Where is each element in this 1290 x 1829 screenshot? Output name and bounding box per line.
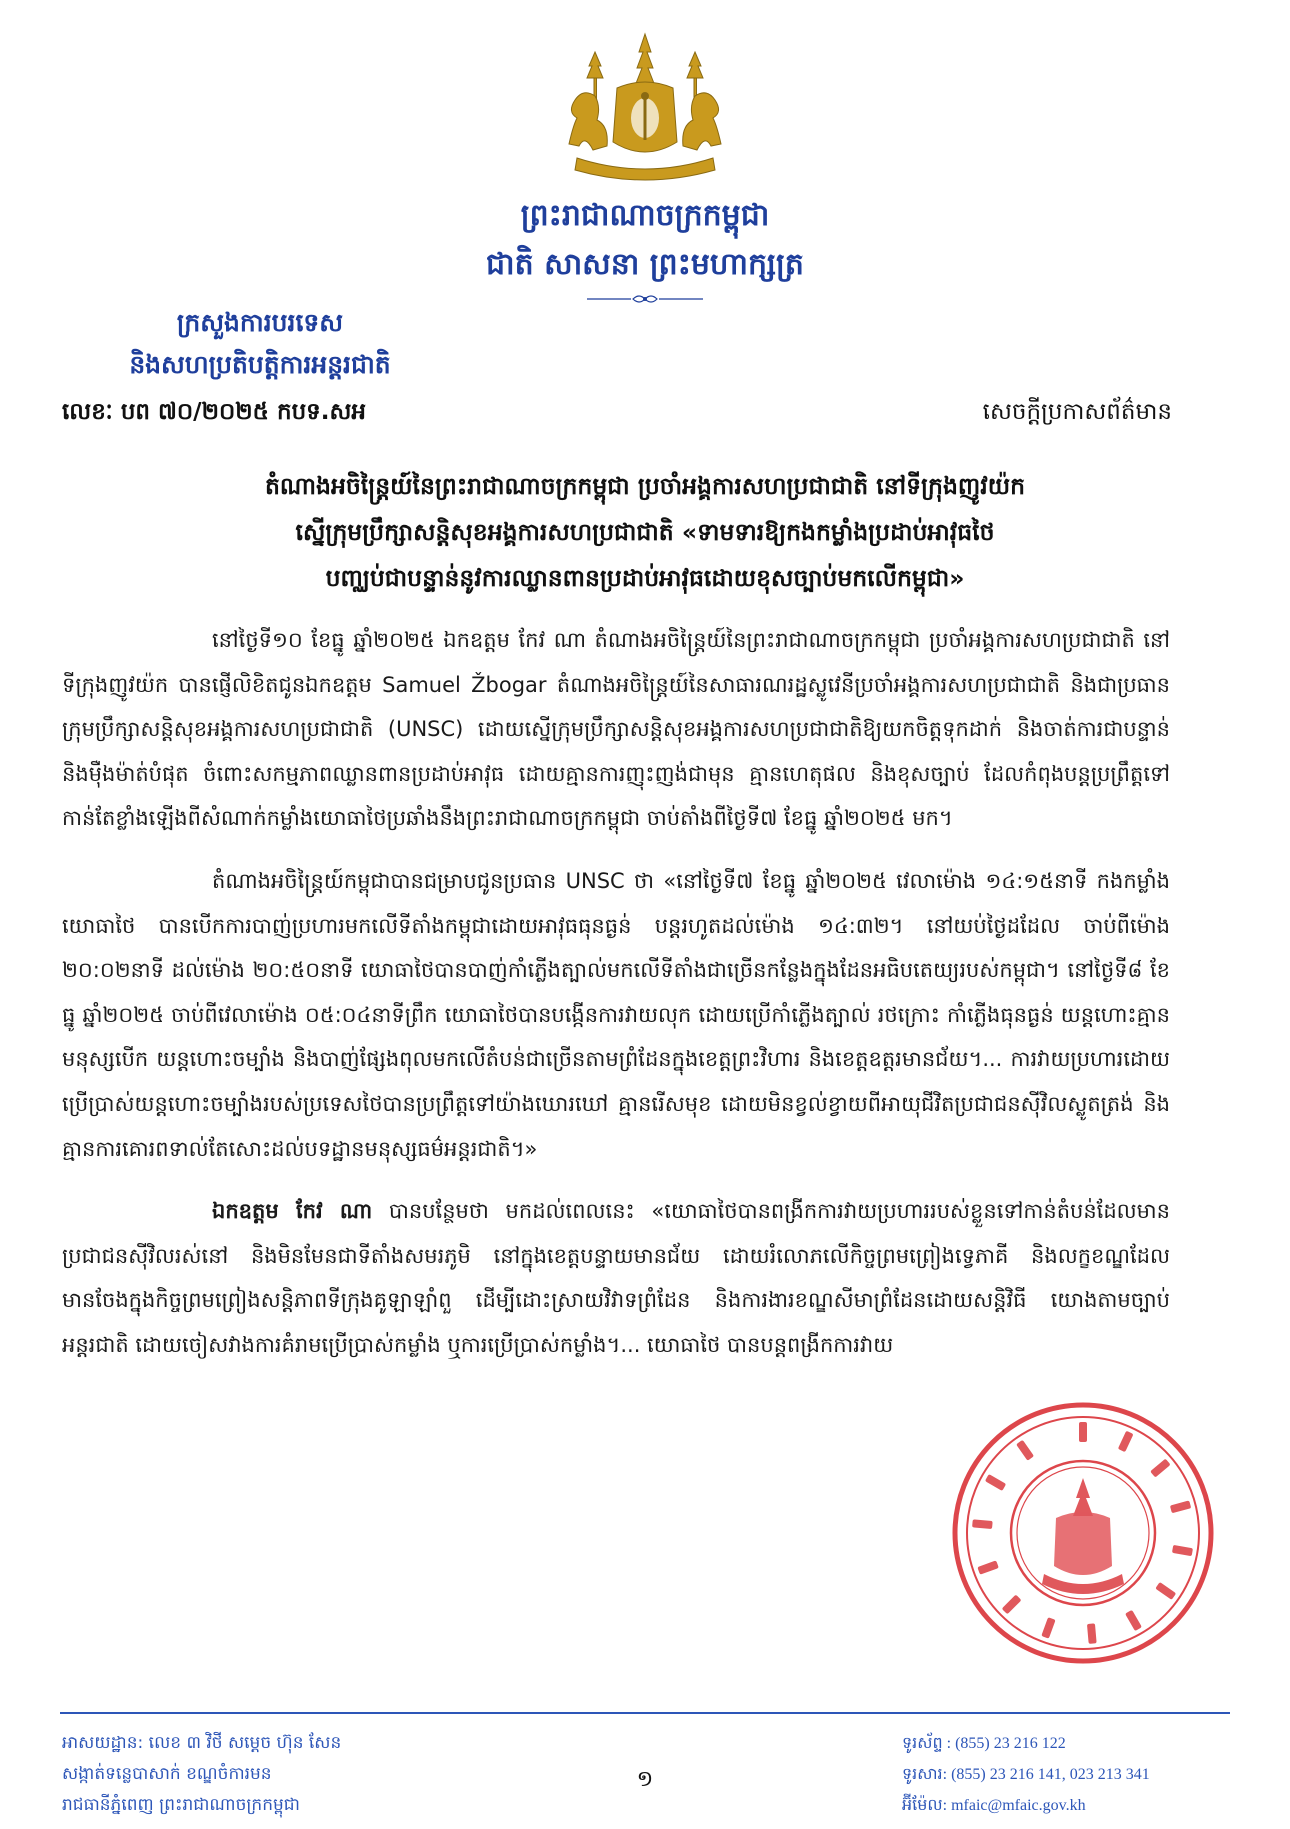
headline-line: ស្នើក្រុមប្រឹក្សាសន្តិសុខអង្គការសហប្រជាជាតិ «ទាមទារឱ្យកងកម្លាំងប្រដាប់អាវុធថៃ bbox=[295, 518, 995, 546]
page-number: ១ bbox=[636, 1767, 654, 1792]
reference-number: លេខៈ បព ៧០/២០២៥ កបទ.សអ bbox=[62, 399, 367, 425]
kingdom-title: ព្រះរាជាណាចក្រកម្ពុជា bbox=[520, 198, 770, 233]
footer-divider bbox=[60, 1712, 1230, 1714]
email-address: អ៊ីម៉ែល: mfaic@mfaic.gov.kh bbox=[902, 1797, 1086, 1814]
headline bbox=[60, 463, 1230, 601]
footer-contact bbox=[902, 1728, 1150, 1821]
divider-ornament-icon bbox=[585, 292, 705, 306]
address-line: សង្កាត់ទន្លេបាសាក់ ខណ្ឌចំការមន bbox=[62, 1764, 272, 1784]
official-seal-icon bbox=[948, 1398, 1218, 1668]
headline-line: បញ្ឈប់ជាបន្ទាន់នូវការឈ្លានពានប្រដាប់អាវុធដោយខុសច្បាប់មកលើកម្ពុជា» bbox=[325, 564, 965, 592]
body-text bbox=[62, 618, 1170, 1386]
address-line: រាជធានីភ្នំពេញ ព្រះរាជាណាចក្រកម្ពុជា bbox=[62, 1795, 300, 1815]
paragraph-lead: ឯកឧត្តម កែវ ណា bbox=[212, 1199, 373, 1224]
headline-line: តំណាងអចិន្ត្រៃយ៍នៃព្រះរាជាណាចក្រកម្ពុជា ប្រចាំអង្គការសហប្រជាជាតិ នៅទីក្រុងញូវយ៉ក bbox=[264, 472, 1026, 500]
paragraph bbox=[62, 859, 1170, 1171]
royal-coat-of-arms-icon bbox=[555, 30, 735, 190]
paragraph-text: នៅថ្ងៃទី១០ ខែធ្នូ ឆ្នាំ២០២៥ ឯកឧត្តម កែវ ណា តំណាងអចិន្ត្រៃយ៍នៃព្រះរាជាណាចក្រកម្ពុជា ប្រចាំអង្គការសហប្រជាជាតិ នៅទីក្រុងញូវយ៉ក បានផ្ញើលិខិតជូនឯកឧត្តម Samuel Žbogar តំណាងអចិន្ត្រៃយ៍នៃសាធារណរដ្ឋស្លូវេនីប្រចាំអង្គការសហប្រជាជាតិ និងជាប្រធានក្រុមប្រឹក្សាសន្តិសុខអង្គការសហប្រជាជាតិ (UNSC) ដោយស្នើក្រុមប្រឹក្សាសន្តិសុខអង្គការសហប្រជាជាតិឱ្យយកចិត្តទុកដាក់ និងចាត់ការជាបន្ទាន់ និងម៉ឺងម៉ាត់បំផុត ចំពោះសកម្មភាពឈ្លានពានប្រដាប់អាវុធ ដោយគ្មានការញុះញង់ជាមុន គ្មានហេតុផល និងខុសច្បាប់ ដែលកំពុងបន្តប្រព្រឹត្តទៅកាន់តែខ្លាំងឡើងពីសំណាក់កម្លាំងយោធាថៃប្រឆាំងនឹងព្រះរាជាណាចក្រកម្ពុជា ចាប់តាំងពីថ្ងៃទី៧ ខែធ្នូ ឆ្នាំ២០២៥ មក។ bbox=[62, 628, 1170, 831]
address-line: អាសយដ្ឋាន: លេខ ៣ វិថី សម្តេច ហ៊ុន សែន bbox=[62, 1733, 342, 1753]
document-type: សេចក្តីប្រកាសព័ត៌មាន bbox=[982, 399, 1172, 425]
fax-number: ទូរសារ: (855) 23 216 141, 023 213 341 bbox=[902, 1766, 1150, 1783]
paragraph bbox=[62, 618, 1170, 841]
paragraph bbox=[62, 1189, 1170, 1367]
paragraph-text: បានបន្ថែមថា មកដល់ពេលនេះ «យោធាថៃបានពង្រីកការវាយប្រហាររបស់ខ្លួនទៅកាន់តំបន់ដែលមានប្រជាជនស៊ីវិលរស់នៅ និងមិនមែនជាទីតាំងសមរភូមិ នៅក្នុងខេត្តបន្ទាយមានជ័យ ដោយរំលោភលើកិច្ចព្រមព្រៀងទ្វេភាគី និងលក្ខខណ្ឌដែលមានចែងក្នុងកិច្ចព្រមព្រៀងសន្តិភាពទីក្រុងគូឡាឡាំពួ ដើម្បីដោះស្រាយវិវាទព្រំដែន និងការងារខណ្ឌសីមាព្រំដែនដោយសន្តិវិធី យោងតាមច្បាប់អន្តរជាតិ ដោយចៀសវាងការគំរាមប្រើប្រាស់កម្លាំង ឬការប្រើប្រាស់កម្លាំង។... យោធាថៃ បានបន្តពង្រីកការវាយ bbox=[62, 1199, 1170, 1357]
ministry-name-line2: និងសហប្រតិបត្តិការអន្តរជាតិ bbox=[129, 350, 391, 379]
national-motto: ជាតិ សាសនា ព្រះមហាក្សត្រ bbox=[486, 247, 804, 282]
phone-number: ទូរស័ព្ទ : (855) 23 216 122 bbox=[902, 1735, 1066, 1752]
paragraph-text: តំណាងអចិន្ត្រៃយ៍កម្ពុជាបានជម្រាបជូនប្រធាន UNSC ថា «នៅថ្ងៃទី៧ ខែធ្នូ ឆ្នាំ២០២៥ វេលាម៉ោង ១៤:១៥នាទី កងកម្លាំងយោធាថៃ បានបើកការបាញ់ប្រហារមកលើទីតាំងកម្ពុជាដោយអាវុធធុនធ្ងន់ បន្តរហូតដល់ម៉ោង ១៤:៣២។ នៅយប់ថ្ងៃដដែល ចាប់ពីម៉ោង ២០:០២នាទី ដល់ម៉ោង ២០:៥០នាទី យោធាថៃបានបាញ់កាំភ្លើងត្បាល់មកលើទីតាំងជាច្រើនកន្លែងក្នុងដែនអធិបតេយ្យរបស់កម្ពុជា។ នៅថ្ងៃទី៨ ខែធ្នូ ឆ្នាំ២០២៥ ចាប់ពីវេលាម៉ោង ០៥:០៤នាទីព្រឹក យោធាថៃបានបង្កើនការវាយលុក ដោយប្រើកាំភ្លើងត្បាល់ រថក្រោះ កាំភ្លើងធុនធ្ងន់ យន្តហោះគ្មានមនុស្សបើក យន្តហោះចម្បាំង និងបាញ់ផ្សែងពុលមកលើតំបន់ជាច្រើនតាមព្រំដែនក្នុងខេត្តព្រះវិហារ និងខេត្តឧត្តរមានជ័យ។... ការវាយប្រហារដោយប្រើប្រាស់យន្តហោះចម្បាំងរបស់ប្រទេសថៃបានប្រព្រឹត្តទៅយ៉ាងឃោរឃៅ គ្មានរើសមុខ ដោយមិនខ្វល់ខ្វាយពីអាយុជីវិតប្រជាជនស៊ីវិលស្លូតត្រង់ និង គ្មានការគោរពទាល់តែសោះដល់បទដ្ឋានមនុស្សធម៌អន្តរជាតិ។» bbox=[62, 868, 1170, 1161]
ministry-name: ក្រសួងការបរទេស bbox=[176, 308, 344, 337]
